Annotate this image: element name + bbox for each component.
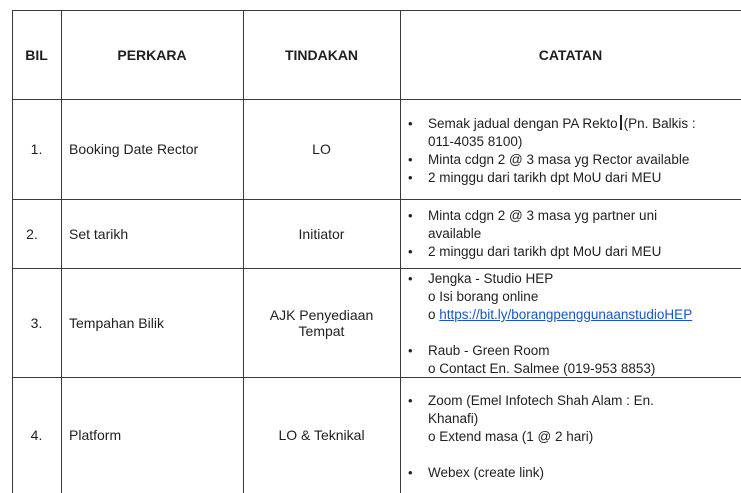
text-cursor-icon bbox=[620, 115, 622, 130]
header-catatan: CATATAN bbox=[538, 46, 603, 63]
note-text: 011-4035 8100) bbox=[428, 134, 523, 149]
list-item: • Jengka - Studio HEP bbox=[403, 270, 741, 288]
note-text: available bbox=[428, 226, 482, 241]
row-1-tindakan: LO bbox=[312, 141, 331, 157]
tindakan-line: AJK Penyediaan bbox=[269, 306, 374, 323]
header-bil: BIL bbox=[25, 46, 48, 63]
row-1-bil: 1. bbox=[30, 141, 43, 157]
note-text: (Pn. Balkis : bbox=[623, 116, 696, 131]
note-text: o Isi borang online bbox=[428, 289, 539, 304]
list-item: • Raub - Green Room bbox=[403, 342, 741, 360]
note-text: o bbox=[428, 307, 440, 322]
row-1-catatan bbox=[403, 115, 741, 187]
row-2-catatan bbox=[403, 207, 741, 261]
row-3-perkara: Tempahan Bilik bbox=[69, 314, 164, 331]
list-item bbox=[403, 115, 741, 133]
header-tindakan: TINDAKAN bbox=[284, 46, 359, 63]
list-item: • Minta cdgn 2 @ 3 masa yg Rector available bbox=[403, 151, 741, 169]
list-item: • Minta cdgn 2 @ 3 masa yg partner uni bbox=[403, 207, 741, 225]
list-item: • 2 minggu dari tarikh dpt MoU dari MEU bbox=[403, 169, 741, 187]
tindakan-line: Tempat bbox=[298, 322, 345, 339]
header-perkara: PERKARA bbox=[117, 46, 187, 63]
note-text: o Contact En. Salmee (019-953 8853) bbox=[428, 361, 656, 376]
list-item bbox=[403, 306, 741, 324]
note-text: Khanafi) bbox=[428, 411, 479, 426]
row-2-bil: 2. bbox=[26, 225, 38, 242]
row-4-bil: 4. bbox=[30, 427, 43, 443]
row-3-catatan bbox=[403, 270, 741, 378]
list-item: • Zoom (Emel Infotech Shah Alam : En. bbox=[403, 392, 741, 410]
list-item: • 2 minggu dari tarikh dpt MoU dari MEU bbox=[403, 243, 741, 261]
list-item: • Webex (create link) bbox=[403, 464, 741, 482]
row-4-perkara: Platform bbox=[69, 427, 122, 443]
row-1-perkara: Booking Date Rector bbox=[69, 141, 199, 157]
row-4-catatan bbox=[403, 392, 741, 482]
row-2-perkara: Set tarikh bbox=[69, 225, 129, 242]
note-text: o Extend masa (1 @ 2 hari) bbox=[428, 429, 594, 444]
row-2-tindakan: Initiator bbox=[298, 225, 345, 242]
row-3-tindakan bbox=[243, 268, 400, 377]
row-3-bil: 3. bbox=[30, 314, 43, 331]
note-text: Semak jadual dengan PA Rekto bbox=[428, 116, 618, 131]
booking-form-link[interactable]: https://bit.ly/borangpenggunaanstudioHEP bbox=[439, 307, 693, 322]
row-4-tindakan: LO & Teknikal bbox=[278, 427, 365, 443]
